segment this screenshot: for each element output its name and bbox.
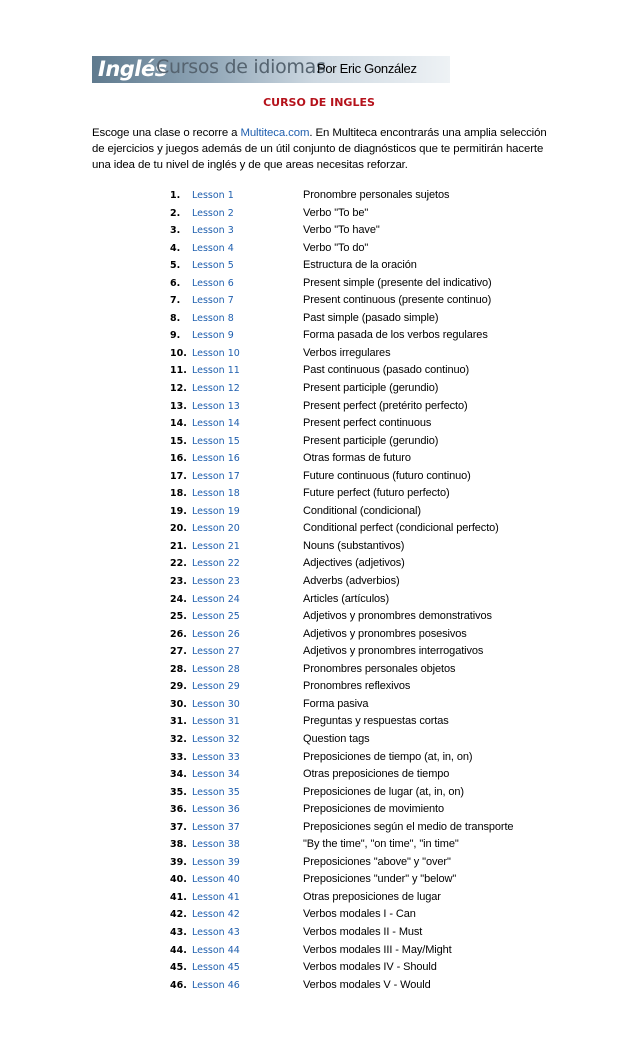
lesson-topic: Past continuous (pasado continuo) [303,364,470,377]
lesson-number: 18. [170,488,187,500]
lesson-row [0,329,638,347]
lesson-row [0,944,638,962]
lesson-topic: Otras preposiciones de lugar [303,890,441,903]
lesson-topic: Verbos modales II - Must [303,925,423,938]
lesson-link[interactable]: Lesson 28 [192,663,240,675]
lesson-topic: Adverbs (adverbios) [303,575,400,588]
lesson-number: 24. [170,593,187,605]
lesson-row [0,961,638,979]
lesson-row [0,259,638,277]
lesson-row [0,979,638,997]
lesson-topic: Verbos irregulares [303,346,391,359]
lesson-link[interactable]: Lesson 23 [192,576,240,588]
lesson-topic: Preposiciones "under" y "below" [303,873,457,886]
lesson-row [0,803,638,821]
lesson-topic: Nouns (substantivos) [303,539,405,552]
lesson-number: 23. [170,576,187,588]
lesson-link[interactable]: Lesson 19 [192,505,240,517]
lesson-row [0,645,638,663]
lesson-row [0,294,638,312]
lesson-row [0,733,638,751]
lesson-row [0,873,638,891]
lesson-row [0,628,638,646]
lesson-number: 39. [170,856,187,868]
lesson-row [0,575,638,593]
lesson-row [0,908,638,926]
lesson-topic: Preposiciones "above" y "over" [303,855,451,868]
lesson-topic: Conditional perfect (condicional perfecto) [303,522,499,535]
lesson-row [0,557,638,575]
lesson-number: 27. [170,646,187,658]
lesson-row [0,593,638,611]
lesson-number: 46. [170,979,187,991]
lesson-link[interactable]: Lesson 14 [192,418,240,430]
intro-paragraph [92,125,552,173]
intro-text-after: . En Multiteca encontrarás una amplia selección de ejercicios y juegos además de un útil conjunto de diagnósticos que te permitirán hacerte una idea de tu nivel de inglés y de que areas necesitas reforzar. [92,127,547,171]
lesson-number: 38. [170,839,187,851]
lesson-link[interactable]: Lesson 25 [192,611,240,623]
lesson-list [0,189,638,996]
lesson-topic: Pronombre personales sujetos [303,189,450,201]
lesson-link[interactable]: Lesson 44 [192,944,240,956]
lesson-number: 36. [170,804,187,816]
lesson-topic: Present perfect (pretérito perfecto) [303,399,468,412]
lesson-topic: Adjetivos y pronombres interrogativos [303,645,484,658]
lesson-number: 33. [170,751,187,763]
lesson-row [0,821,638,839]
lesson-topic: Preposiciones de movimiento [303,803,444,816]
lesson-link[interactable]: Lesson 42 [192,909,240,921]
lesson-row [0,452,638,470]
lesson-link[interactable]: Lesson 11 [192,365,240,377]
lesson-number: 9. [170,330,181,342]
lesson-link[interactable]: Lesson 35 [192,786,240,798]
lesson-link[interactable]: Lesson 39 [192,856,240,868]
lesson-link[interactable]: Lesson 34 [192,769,240,781]
lesson-row [0,312,638,330]
lesson-number: 25. [170,611,187,623]
lesson-number: 30. [170,698,187,710]
lesson-link[interactable]: Lesson 5 [192,260,234,272]
lesson-link[interactable]: Lesson 16 [192,453,240,465]
lesson-link[interactable]: Lesson 9 [192,330,234,342]
lesson-link[interactable]: Lesson 29 [192,681,240,693]
lesson-link[interactable]: Lesson 17 [192,470,240,482]
lesson-number: 37. [170,821,187,833]
lesson-row [0,610,638,628]
lesson-link[interactable]: Lesson 43 [192,926,240,938]
lesson-number: 12. [170,383,187,395]
lesson-number: 28. [170,663,187,675]
lesson-number: 41. [170,891,187,903]
lesson-row [0,347,638,365]
lesson-link[interactable]: Lesson 45 [192,962,240,974]
lesson-topic: Verbo "To be" [303,206,369,219]
lesson-link[interactable]: Lesson 32 [192,733,240,745]
lesson-number: 11. [170,365,187,377]
lesson-number: 19. [170,505,187,517]
lesson-row [0,856,638,874]
lesson-row [0,364,638,382]
lesson-row [0,400,638,418]
lesson-link[interactable]: Lesson 40 [192,874,240,886]
lesson-topic: Verbos modales III - May/Might [303,943,452,956]
lesson-link[interactable]: Lesson 4 [192,242,234,254]
lesson-number: 1. [170,190,181,201]
lesson-number: 31. [170,716,187,728]
lesson-number: 35. [170,786,187,798]
intro-text-before: Escoge una clase o recorre a [92,127,241,139]
lesson-link[interactable]: Lesson 31 [192,716,240,728]
lesson-topic: Verbos modales IV - Should [303,961,437,974]
lesson-row [0,207,638,225]
lesson-row [0,224,638,242]
lesson-link[interactable]: Lesson 26 [192,628,240,640]
lesson-row [0,680,638,698]
lesson-number: 5. [170,260,181,272]
lesson-link[interactable]: Lesson 33 [192,751,240,763]
lesson-number: 10. [170,347,187,359]
lesson-link[interactable]: Lesson 12 [192,383,240,395]
lesson-topic: Preguntas y respuestas cortas [303,715,449,728]
lesson-number: 14. [170,418,187,430]
lesson-link[interactable]: Lesson 8 [192,312,234,324]
lesson-number: 21. [170,540,187,552]
lesson-number: 17. [170,470,187,482]
lesson-topic: Present participle (gerundio) [303,382,439,395]
lesson-row [0,470,638,488]
lesson-topic: Estructura de la oración [303,259,417,272]
header-author: Por Eric González [317,61,417,76]
lesson-topic: Question tags [303,732,370,745]
lesson-number: 42. [170,909,187,921]
lesson-topic: Forma pasiva [303,697,369,710]
lesson-row [0,487,638,505]
lesson-topic: Future continuous (futuro continuo) [303,469,471,482]
lesson-number: 7. [170,295,181,307]
lesson-link[interactable]: Lesson 27 [192,646,240,658]
lesson-link[interactable]: Lesson 36 [192,804,240,816]
lesson-link[interactable]: Lesson 21 [192,540,240,552]
lesson-row [0,435,638,453]
lesson-link[interactable]: Lesson 15 [192,435,240,447]
lesson-number: 6. [170,277,181,289]
lesson-link[interactable]: Lesson 6 [192,277,234,289]
lesson-row [0,926,638,944]
multiteca-link[interactable]: Multiteca.com [240,127,310,139]
lesson-topic: Present perfect continuous [303,417,432,430]
lesson-link[interactable]: Lesson 24 [192,593,240,605]
lesson-row [0,663,638,681]
lesson-link[interactable]: Lesson 37 [192,821,240,833]
lesson-link[interactable]: Lesson 13 [192,400,240,412]
lesson-number: 16. [170,453,187,465]
lesson-link[interactable]: Lesson 7 [192,295,234,307]
lesson-row [0,768,638,786]
lesson-topic: Verbo "To do" [303,241,369,254]
lesson-link[interactable]: Lesson 38 [192,839,240,851]
lesson-number: 32. [170,733,187,745]
lesson-topic: Preposiciones de tiempo (at, in, on) [303,750,473,763]
lesson-row [0,382,638,400]
page-title: CURSO DE INGLES [263,96,375,109]
lesson-row [0,751,638,769]
lesson-topic: Forma pasada de los verbos regulares [303,329,488,342]
lesson-number: 34. [170,769,187,781]
lesson-link[interactable]: Lesson 20 [192,523,240,535]
lesson-topic: Future perfect (futuro perfecto) [303,487,450,500]
lesson-topic: Present simple (presente del indicativo) [303,276,492,289]
lesson-topic: Preposiciones según el medio de transporte [303,820,514,833]
logo-text: Inglés [98,57,167,81]
lesson-topic: "By the time", "on time", "in time" [303,838,459,851]
lesson-topic: Adjetivos y pronombres demonstrativos [303,610,492,623]
lesson-row [0,189,638,207]
lesson-number: 43. [170,926,187,938]
lesson-number: 15. [170,435,187,447]
lesson-topic: Adjetivos y pronombres posesivos [303,627,467,640]
lesson-number: 26. [170,628,187,640]
lesson-row [0,698,638,716]
lesson-topic: Present participle (gerundio) [303,434,439,447]
lesson-number: 40. [170,874,187,886]
lesson-topic: Present continuous (presente continuo) [303,294,492,307]
lesson-topic: Pronombres personales objetos [303,662,456,675]
lesson-link[interactable]: Lesson 2 [192,207,234,219]
lesson-link[interactable]: Lesson 22 [192,558,240,570]
lesson-link[interactable]: Lesson 30 [192,698,240,710]
lesson-link[interactable]: Lesson 1 [192,190,234,201]
lesson-link[interactable]: Lesson 10 [192,347,240,359]
lesson-number: 2. [170,207,181,219]
header-tagline: Cursos de idiomas [156,56,326,78]
lesson-topic: Verbos modales I - Can [303,908,416,921]
lesson-number: 8. [170,312,181,324]
lesson-row [0,838,638,856]
lesson-topic: Pronombres reflexivos [303,680,411,693]
lesson-link[interactable]: Lesson 46 [192,979,240,991]
lesson-topic: Past simple (pasado simple) [303,311,439,324]
lesson-number: 4. [170,242,181,254]
lesson-row [0,540,638,558]
lesson-number: 13. [170,400,187,412]
lesson-link[interactable]: Lesson 18 [192,488,240,500]
lesson-topic: Verbo "To have" [303,224,380,237]
lesson-topic: Otras formas de futuro [303,452,411,465]
header-banner [92,56,450,83]
lesson-row [0,277,638,295]
lesson-row [0,891,638,909]
lesson-number: 3. [170,225,181,237]
lesson-link[interactable]: Lesson 41 [192,891,240,903]
lesson-number: 22. [170,558,187,570]
lesson-number: 44. [170,944,187,956]
lesson-row [0,242,638,260]
lesson-number: 20. [170,523,187,535]
lesson-link[interactable]: Lesson 3 [192,225,234,237]
lesson-row [0,715,638,733]
lesson-topic: Preposiciones de lugar (at, in, on) [303,785,464,798]
lesson-topic: Verbos modales V - Would [303,978,431,991]
lesson-topic: Articles (artículos) [303,592,390,605]
lesson-topic: Otras preposiciones de tiempo [303,768,450,781]
lesson-row [0,786,638,804]
lesson-row [0,417,638,435]
lesson-number: 29. [170,681,187,693]
lesson-row [0,505,638,523]
lesson-number: 45. [170,962,187,974]
lesson-topic: Conditional (condicional) [303,504,421,517]
lesson-row [0,522,638,540]
lesson-topic: Adjectives (adjetivos) [303,557,405,570]
